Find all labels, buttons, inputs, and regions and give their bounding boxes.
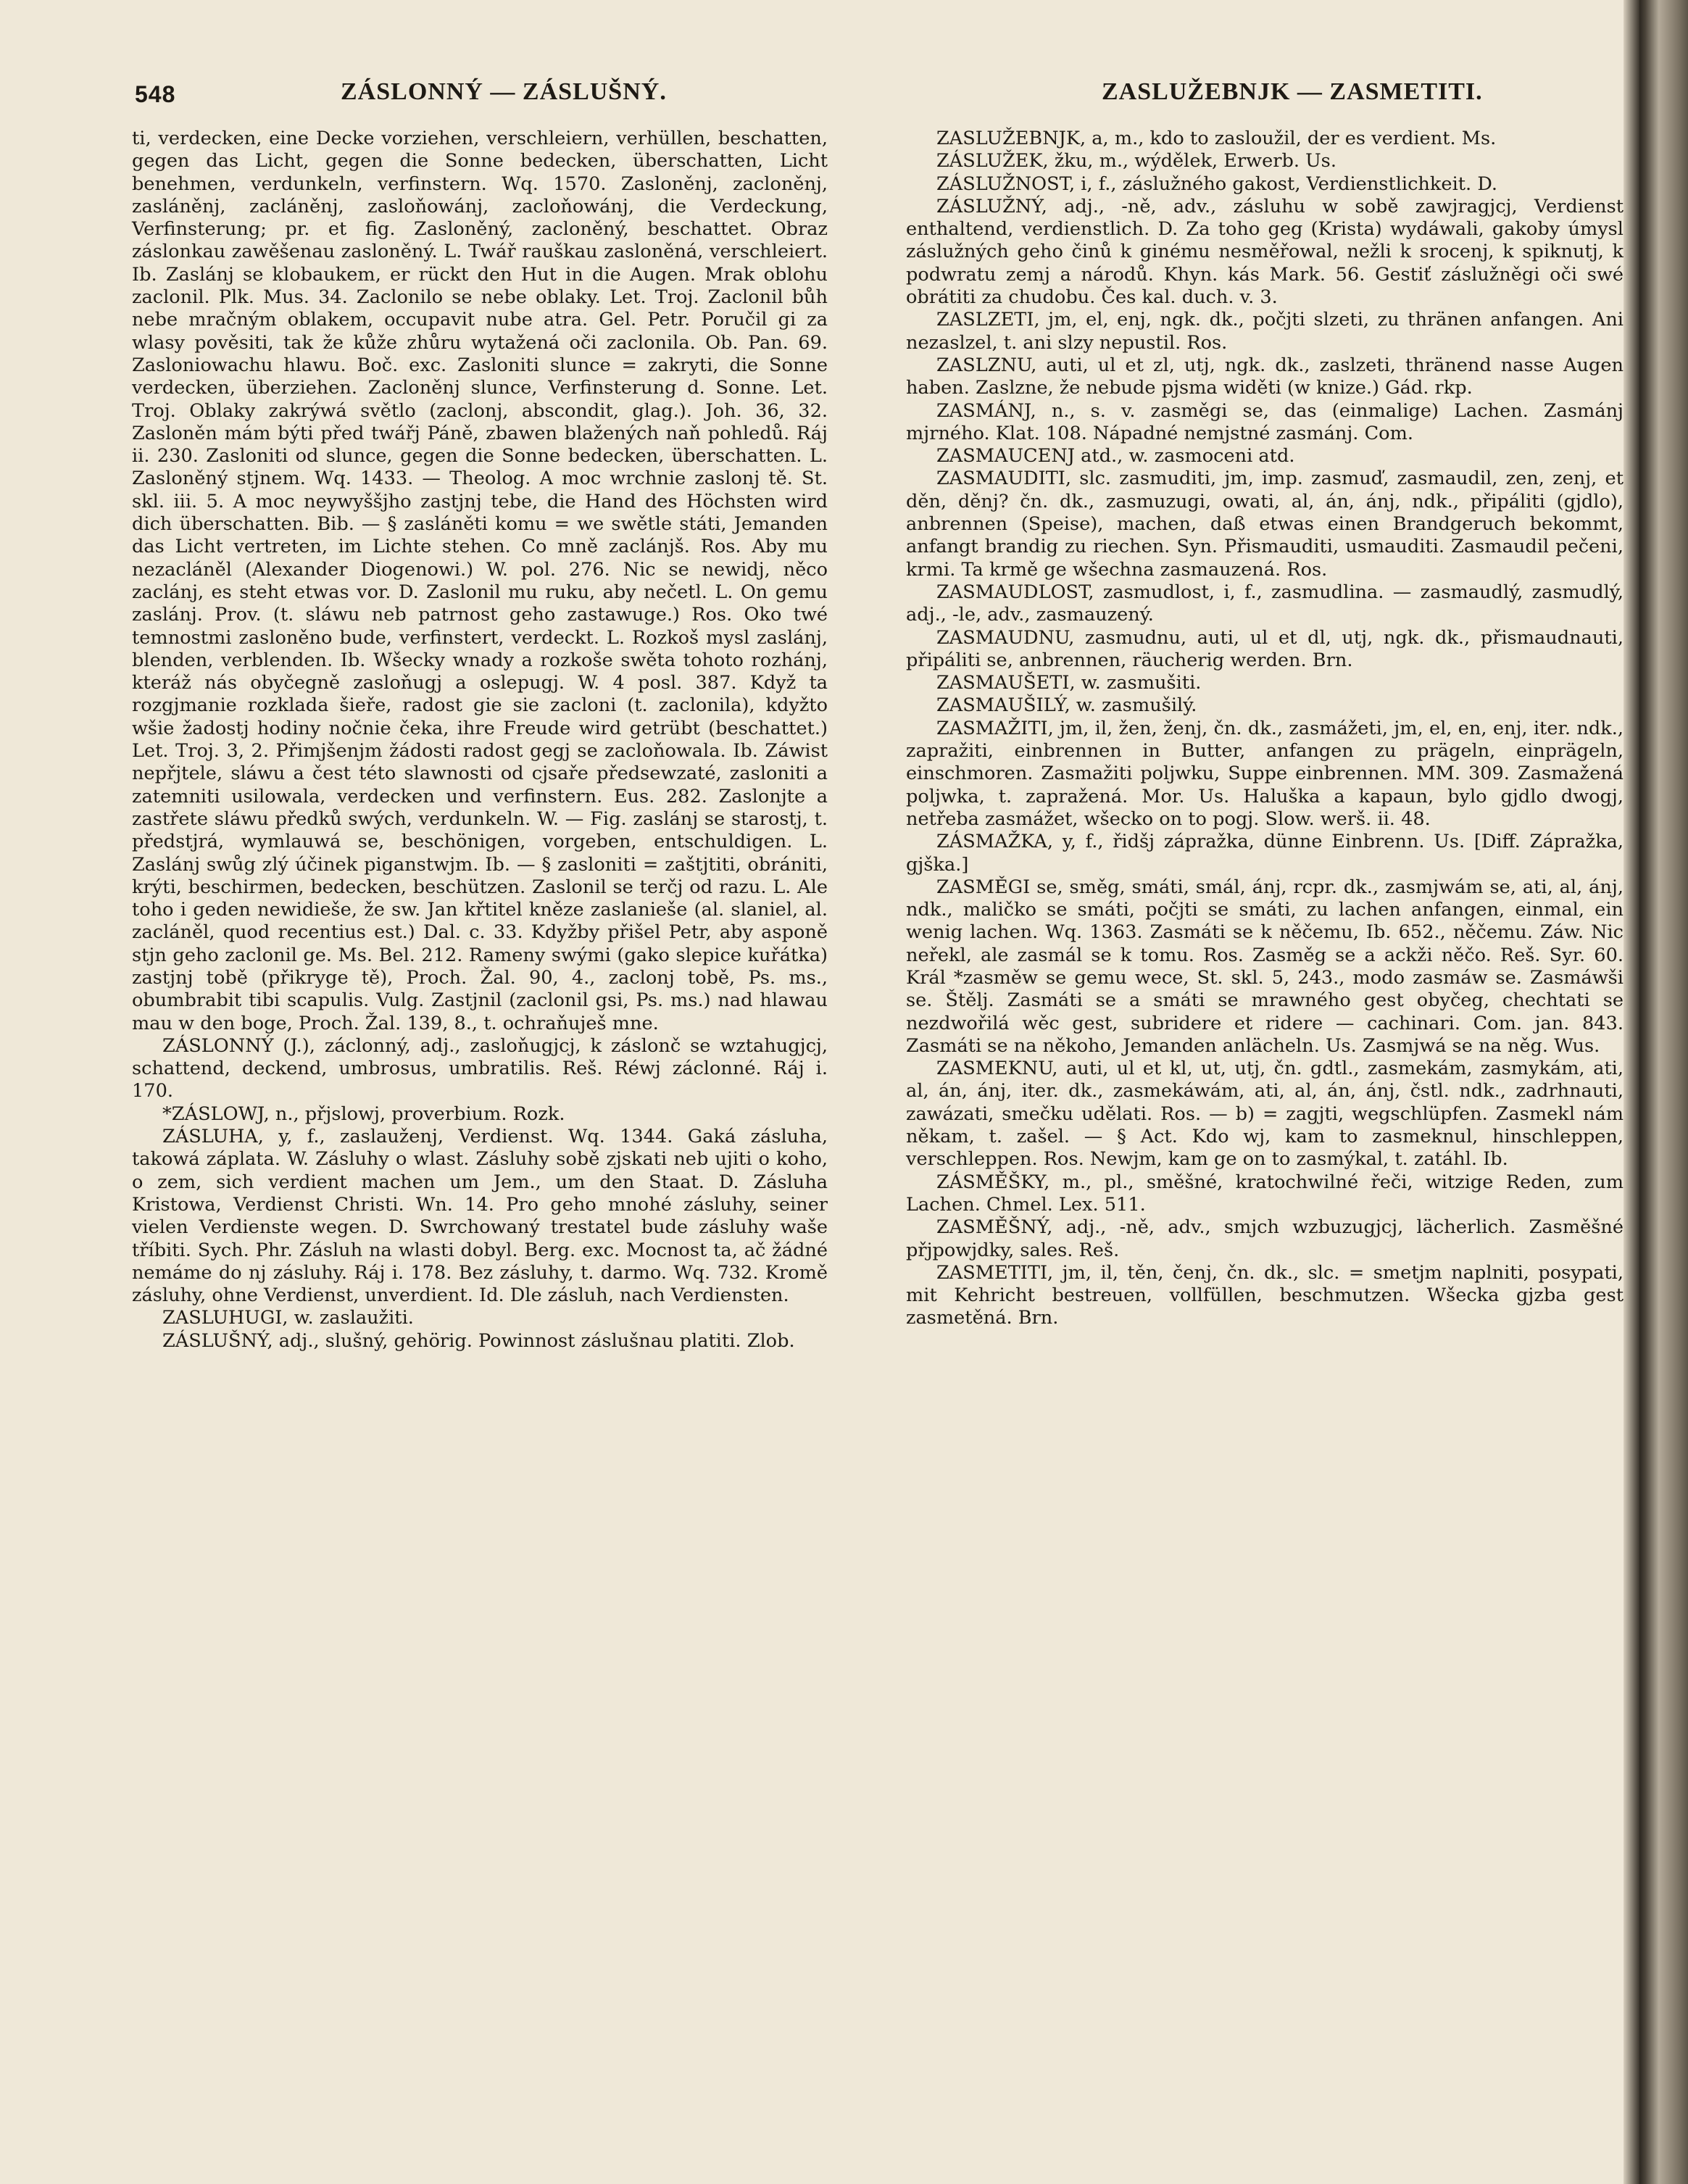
entry-zasluha: ZÁSLUHA, y, f., zaslauženj, Verdienst. Wq. 1344. Gaká zásluha, takowá záplata. W. Zásluhy o wlast. Zásluhy sobě zjskati neb ujiti o koho, o zem, sich verdient machen um Jem., um den Staat. D. Zásluha Kristowa, Verdienst Christi. Wn. 14. Pro geho mnohé zásluhy, seiner vielen Verdienste wegen. D. Swrchowaný trestatel bude zásluhy waše tříbiti. Sych. Phr. Zásluh na wlasti dobyl. Berg. exc. Mocnost ta, ač žádné nemáme do nj zásluhy. Ráj i. 178. Bez zásluhy, t. darmo. Wq. 732. Kromě zásluhy, ohne Verdienst, unverdient. Id. Dle zásluh, nach Verdiensten. xyxy=(132,1126,828,1307)
left-column xyxy=(132,128,828,1353)
entry-zasmaziti: ZASMAŽITI, jm, il, žen, ženj, čn. dk., zasmážeti, jm, el, en, enj, iter. ndk., zapražiti, einbrennen in Butter, anfangen zu prägeln, einprägeln, einschmoren. Zasmažiti poljwku, Suppe einbrennen. MM. 309. Zasmažená poljwka, t. zapražená. Mor. Us. Haluška a kapaun, bylo gjdlo dwogj, netřeba zasmážet, wšecko on to pogj. Slow. werš. ii. 48. xyxy=(906,717,1623,830)
entry-zasmaudlost: ZASMAUDLOST, zasmudlost, i, f., zasmudlina. — zasmaudlý, zasmudlý, adj., -le, adv., zasmauzený. xyxy=(906,581,1623,626)
entry-zaslowj: *ZÁSLOWJ, n., přjslowj, proverbium. Rozk. xyxy=(162,1103,565,1125)
entry-zasmazka: ZÁSMAŽKA, y, f., řidšj zápražka, dünne Einbrenn. Us. [Diff. Zápražka, gjška.] xyxy=(906,831,1623,876)
entry-zasmausily: ZASMAUŠILÝ, w. zasmušilý. xyxy=(936,694,1197,717)
entry-zasmegi: ZASMĚGI se, směg, smáti, smál, ánj, rcpr. dk., zasmjwám se, ati, al, ánj, ndk., maličko se smáti, počjti se smáti, zu lachen anfangen, einmal, ein wenig lachen. Wq. 1363. Zasmáti se k něčemu, Ib. 652., něčemu. Záw. Nic neřekl, ale zasmál se k tomu. Ros. Zasměg se a ackži něčo. Reš. Syr. 60. Král *zasměw se gemu wece, St. skl. 5, 243., modo zasmáw se. Zasmáwši se. Štělj. Zasmáti se a smáti se mrawného gest obyčeg, chechtati se nezdwořilá wěc gest, subridere et ridere — cachinari. Com. jan. 843. Zasmáti se na někoho, Jemanden anlächeln. Us. Zasmjwá se na něg. Wus. xyxy=(906,876,1623,1057)
entry-zasmesky: ZÁSMĚŠKY, m., pl., směšné, kratochwilné řeči, witzige Reden, zum Lachen. Chmel. Lex. 511. xyxy=(906,1171,1623,1216)
running-head-right: ZASLUŽEBNJK — ZASMETITI. xyxy=(1102,78,1483,105)
entry-zasluznost: ZÁSLUŽNOST, i, f., záslužného gakost, Verdienstlichkeit. D. xyxy=(936,173,1498,195)
entry-zaslusny: ZÁSLUŠNÝ, adj., slušný, gehörig. Powinnost záslušnau platiti. Zlob. xyxy=(162,1329,795,1352)
entry-zasmauseti: ZASMAUŠETI, w. zasmušiti. xyxy=(936,672,1202,694)
entry-zasmauditi: ZASMAUDITI, slc. zasmuditi, jm, imp. zasmuď, zasmaudil, zen, zenj, et děn, děnj? čn. dk., zasmuzugi, owati, al, án, ánj, ndk., připáliti (gjdlo), anbrennen (Speise), machen, daß etwas einen Brandgeruch bekommt, anfangt brandig zu riechen. Syn. Přismauditi, usmauditi. Zasmaudil pečeni, krmi. Ta krmě ge wšechna zasmauzená. Ros. xyxy=(906,468,1623,581)
entry-zasmaudnu: ZASMAUDNU, zasmudnu, auti, ul et dl, utj, ngk. dk., přismaudnauti, připáliti se, anbrennen, räucherig werden. Brn. xyxy=(906,626,1623,671)
entry-zaslznu: ZASLZNU, auti, ul et zl, utj, ngk. dk., zaslzeti, thränend nasse Augen haben. Zaslzne, že nebude pjsma widěti (w knize.) Gád. rkp. xyxy=(906,354,1623,399)
page-number: 548 xyxy=(135,81,176,107)
entry-zaslzeti: ZASLZETI, jm, el, enj, ngk. dk., počjti slzeti, zu thränen anfangen. Ani nezaslzel, t. ani slzy nepustil. Ros. xyxy=(906,309,1623,354)
entry-zasluzebnjk: ZASLUŽEBNJK, a, m., kdo to zasloužil, der es verdient. Ms. xyxy=(936,128,1497,149)
entry-zasluzny: ZÁSLUŽNÝ, adj., -ně, adv., zásluhu w sobě zawjragjcj, Verdienst enthaltend, verdienstlich. D. Za toho geg (Krista) wydáwali, gakoby úmysl záslužných geho činů k ginému nesměřowal, nežli k srocenj, k spiknutj, k podwratu zemj a národů. Khyn. kás Mark. 56. Gestiť záslužněgi oči swé obrátiti za chudobu. Čes kal. duch. v. 3. xyxy=(906,195,1623,309)
entry-continuation: ti, verdecken, eine Decke vorziehen, verschleiern, verhüllen, beschatten, gegen das Licht, gegen die Sonne bedecken, überschatten, Licht benehmen, verdunkeln, verfinstern. Wq. 1570. Zasloněnj, zacloněnj, zasláněnj, zacláněnj, zasloňowánj, zacloňowánj, die Verdeckung, Verfinsterung; pr. et fig. Zasloněný, zacloněný, beschattet. Obraz záslonkau zawěšenau zasloněný. L. Twář rauškau zasloněná, verschleiert. Ib. Zaslánj se klobaukem, er rückt den Hut in die Augen. Mrak oblohu zaclonil. Plk. Mus. 34. Zaclonilo se nebe oblaky. Let. Troj. Zaclonil bůh nebe mračným oblakem, occupavit nube atra. Gel. Petr. Poručil gi za wlasy pověsiti, tak že kůže zhůru wytažená oči zaclonila. Ob. Pan. 69. Zasloniowachu hlawu. Boč. exc. Zasloniti slunce = zakryti, die Sonne verdecken, überziehen. Zacloněnj slunce, Verfinsterung d. Sonne. Let. Troj. Oblaky zakrýwá světlo (zaclonj, abscondit, glag.). Joh. 36, 32. Zasloněn mám býti před twářj Páně, zbawen blažených naň pohledů. Ráj ii. 230. Zasloniti od slunce, gegen die Sonne bedecken, überschatten. L. Zasloněný stjnem. Wq. 1433. — Theolog. A moc wrchnie zaslonj tě. St. skl. iii. 5. A moc neywyššjho zastjnj tebe, die Hand des Höchsten wird dich überschatten. Bib. — § zasláněti komu = we swětle státi, Jemanden das Licht vertreten, im Lichte stehen. Co mně zaclánjš. Ros. Aby mu nezacláněl (Alexander Diogenowi.) W. pol. 276. Nic se newidj, něco zaclánj, es steht etwas vor. D. Zaslonil mu ruku, aby nečetl. L. On gemu zaslánj. Prov. (t. sláwu neb patrnost geho zastawuge.) Ros. Oko twé temnostmi zasloněno bude, verfinstert, verdeckt. L. Rozkoš mysl zaslánj, blenden, verblenden. Ib. Wšecky wnady a rozkoše swěta tohoto rozhánj, kteráž nás obyčegně zasloňugj a oslepugj. W. 4 posl. 387. Když ta rozgjmanie rozklada šieře, radost gie sie zacloni (t. zaclonila), kdyžto wšie žadostj hodiny nočnie čeka, ihre Freude wird getrübt (beschattet.) Let. Troj. 3, 2. Přimjšenjm žádosti radost gegj se zacloňowala. Ib. Záwist nepřjtele, sláwu a čest této slawnosti od cjsaře předsewzaté, zasloniti a zatemniti usilowala, verdecken und verfinstern. Eus. 282. Zaslonjte a zastřete sláwu předků swých, verdunkeln. W. — Fig. zaslánj se starostj, t. předstjrá, wymlauwá se, beschönigen, vorgeben, entschuldigen. L. Zaslánj swůg zlý účinek piganstwjm. Ib. — § zasloniti = zaštjtiti, obrániti, krýti, beschirmen, bedecken, beschützen. Zaslonil se terčj od razu. L. Ale toho i geden newidieše, že sw. Jan křtitel kněze zaslanieše (al. slaniel, al. zacláněl, quod recentius est.) Dal. c. 33. Kdyžby přišel Petr, aby asponě stjn geho zaclonil ge. Ms. Bel. 212. Rameny swými (gako slepice kuřátka) zastjnj tobě (přikryge tě), Proch. Žal. 90, 4., zaclonj tobě, Ps. ms., obumbrabit tibi scapulis. Vulg. Zastjnil (zaclonil gsi, Ps. ms.) nad hlawau mau w den boge, Proch. Žal. 139, 8., t. ochraňuješ mne. xyxy=(132,128,828,1034)
entry-zasluzek: ZÁSLUŽEK, žku, m., wýdělek, Erwerb. Us. xyxy=(936,150,1336,173)
entry-zasmesny: ZASMĚŠNÝ, adj., -ně, adv., smjch wzbuzugjcj, lächerlich. Zasměšné přjpowjdky, sales. Reš. xyxy=(906,1216,1623,1261)
entry-zasluhugi: ZASLUHUGI, w. zaslaužiti. xyxy=(162,1307,414,1329)
book-edge xyxy=(1639,0,1688,2184)
entry-zasmeknu: ZASMEKNU, auti, ul et kl, ut, utj, čn. gdtl., zasmekám, zasmykám, ati, al, án, ánj, iter. dk., zasmekáwám, ati, al, án, ánj, čstl. ndk., zadrhnauti, zawázati, smečku udělati. Ros. — b) = zagjti, wegschlüpfen. Zasmekl nám někam, t. zašel. — § Act. Kdo wj, kam to zasmeknul, hinschleppen, verschleppen. Ros. Newjm, kam ge on to zasmýkal, t. zatáhl. Ib. xyxy=(906,1058,1623,1171)
running-head-left: ZÁSLONNÝ — ZÁSLUŠNÝ. xyxy=(341,78,667,105)
entry-zaslonny: ZÁSLONNÝ (J.), záclonný, adj., zasloňugjcj, k záslonč se wztahugjcj, schattend, deckend, umbrosus, umbratilis. Reš. Réwj záclonné. Ráj i. 170. xyxy=(132,1034,828,1103)
entry-zasmetiti: ZASMETITI, jm, il, těn, čenj, čn. dk., slc. = smetjm naplniti, posypati, mit Kehricht bestreuen, vollfüllen, beschmutzen. Wšecka gjzba gest zasmetěná. Brn. xyxy=(906,1261,1623,1329)
entry-zasmaucenj: ZASMAUCENJ atd., w. zasmoceni atd. xyxy=(936,445,1295,468)
right-column xyxy=(906,128,1623,1330)
entry-zasmanj: ZASMÁNJ, n., s. v. zasměgi se, das (einmalige) Lachen. Zasmánj mjrného. Klat. 108. Nápadné nemjstné zasmánj. Com. xyxy=(906,399,1623,444)
page-gutter-shadow xyxy=(1623,0,1639,2184)
